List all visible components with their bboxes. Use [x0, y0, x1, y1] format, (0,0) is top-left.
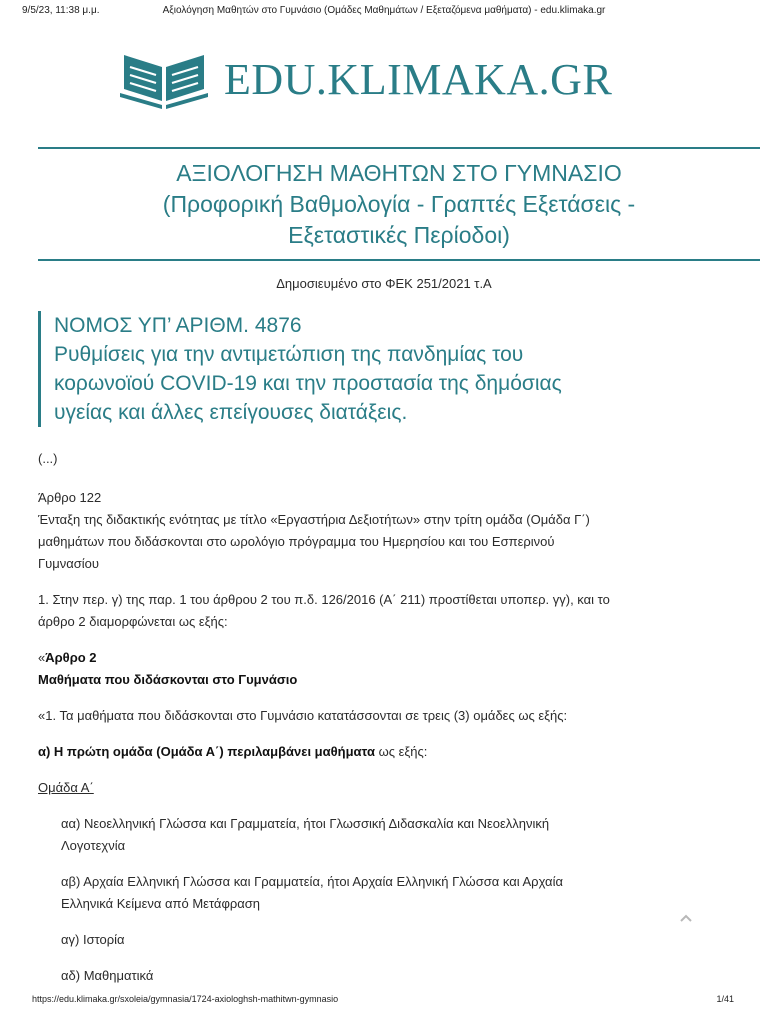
- item-ad: αδ) Μαθηματικά: [61, 968, 154, 983]
- item-ag: αγ) Ιστορία: [61, 932, 125, 947]
- group-a-intro-bold: α) Η πρώτη ομάδα (Ομάδα Α΄) περιλαμβάνει μαθήματα: [38, 744, 375, 759]
- paragraph-2: «1. Τα μαθήματα που διδάσκονται στο Γυμνάσιο κατατάσσονται σε τρεις (3) ομάδες ως εξής:: [38, 708, 568, 723]
- page-title-line-2: (Προφορική Βαθμολογία - Γραπτές Εξετάσεις -: [162, 191, 636, 217]
- print-url: https://edu.klimaka.gr/sxoleia/gymnasia/1724-axiologhsh-mathitwn-gymnasio: [32, 994, 339, 1004]
- scroll-to-top-button[interactable]: [676, 908, 696, 928]
- site-logo[interactable]: [118, 50, 612, 110]
- article-content: [38, 448, 738, 987]
- article-2-subtitle: Μαθήματα που διδάσκονται στο Γυμνάσιο: [38, 672, 298, 687]
- law-title-line-1: Ρυθμίσεις για την αντιμετώπιση της πανδημίας του: [54, 343, 524, 366]
- print-page-title: Αξιολόγηση Μαθητών στο Γυμνάσιο (Ομάδες Μαθημάτων / Εξεταζόμενα μαθήματα) - edu.klimaka.gr: [162, 5, 606, 16]
- article-description-line-2: μαθημάτων που διδάσκονται στο ωρολόγιο πρόγραμμα του Ημερησίου και του Εσπερινού: [38, 534, 555, 549]
- item-aa-line-1: αα) Νεοελληνική Γλώσσα και Γραμματεία, ήτοι Γλωσσική Διδασκαλία και Νεοελληνική: [61, 816, 550, 831]
- print-header: [0, 0, 768, 22]
- law-heading: [38, 311, 744, 427]
- page-title: [38, 158, 760, 251]
- group-a-intro-rest: ως εξής:: [374, 744, 428, 759]
- open-book-icon: [118, 51, 210, 109]
- law-title-line-2: κορωνοϊού COVID-19 και την προστασία της δημόσιας: [54, 372, 562, 395]
- article-label: Άρθρο 122: [38, 490, 102, 505]
- law-title-line-3: υγείας και άλλες επείγουσες διατάξεις.: [54, 401, 408, 424]
- item-ab-line-2: Ελληνικά Κείμενα από Μετάφραση: [61, 896, 261, 911]
- logo-text: EDU.KLIMAKA.GR: [224, 55, 613, 104]
- article-2-heading: [38, 647, 738, 669]
- law-number: ΝΟΜΟΣ ΥΠ’ ΑΡΙΘΜ. 4876: [54, 314, 302, 337]
- page-title-line-1: ΑΞΙΟΛΟΓΗΣΗ ΜΑΘΗΤΩΝ ΣΤΟ ΓΥΜΝΑΣΙΟ: [176, 160, 622, 186]
- publication-note: Δημοσιευμένο στο ΦΕΚ 251/2021 τ.Α: [276, 276, 492, 291]
- paragraph-1-line-2: άρθρο 2 διαμορφώνεται ως εξής:: [38, 614, 228, 629]
- item-aa-line-2: Λογοτεχνία: [61, 838, 126, 853]
- quote-open: «: [38, 650, 46, 665]
- group-a-label-row: [38, 777, 738, 799]
- print-footer: [0, 994, 768, 1008]
- page-title-line-3: Εξεταστικές Περίοδοι): [288, 222, 510, 248]
- article-description-line-1: Ένταξη της διδακτικής ενότητας με τίτλο «Εργαστήρια Δεξιοτήτων» στην τρίτη ομάδα (Ομάδα Γ΄): [38, 512, 590, 527]
- item-ab-line-1: αβ) Αρχαία Ελληνική Γλώσσα και Γραμματεία, ήτοι Αρχαία Ελληνική Γλώσσα και Αρχαία: [61, 874, 563, 889]
- page-number: 1/41: [716, 994, 734, 1004]
- group-a-label: Ομάδα Α΄: [38, 780, 94, 795]
- divider-bottom: [38, 259, 760, 261]
- article-description-line-3: Γυμνασίου: [38, 556, 100, 571]
- article-2-title: Άρθρο 2: [45, 650, 97, 665]
- group-a-intro: [38, 741, 738, 763]
- print-timestamp: 9/5/23, 11:38 μ.μ.: [22, 5, 100, 16]
- divider-top: [38, 147, 760, 149]
- chevron-up-icon: [676, 908, 696, 928]
- paragraph-1-line-1: 1. Στην περ. γ) της παρ. 1 του άρθρου 2 του π.δ. 126/2016 (Α΄ 211) προστίθεται υποπερ. γγ), και το: [38, 592, 610, 607]
- article-2-subtitle-row: [38, 669, 738, 691]
- ellipsis: (...): [38, 451, 58, 466]
